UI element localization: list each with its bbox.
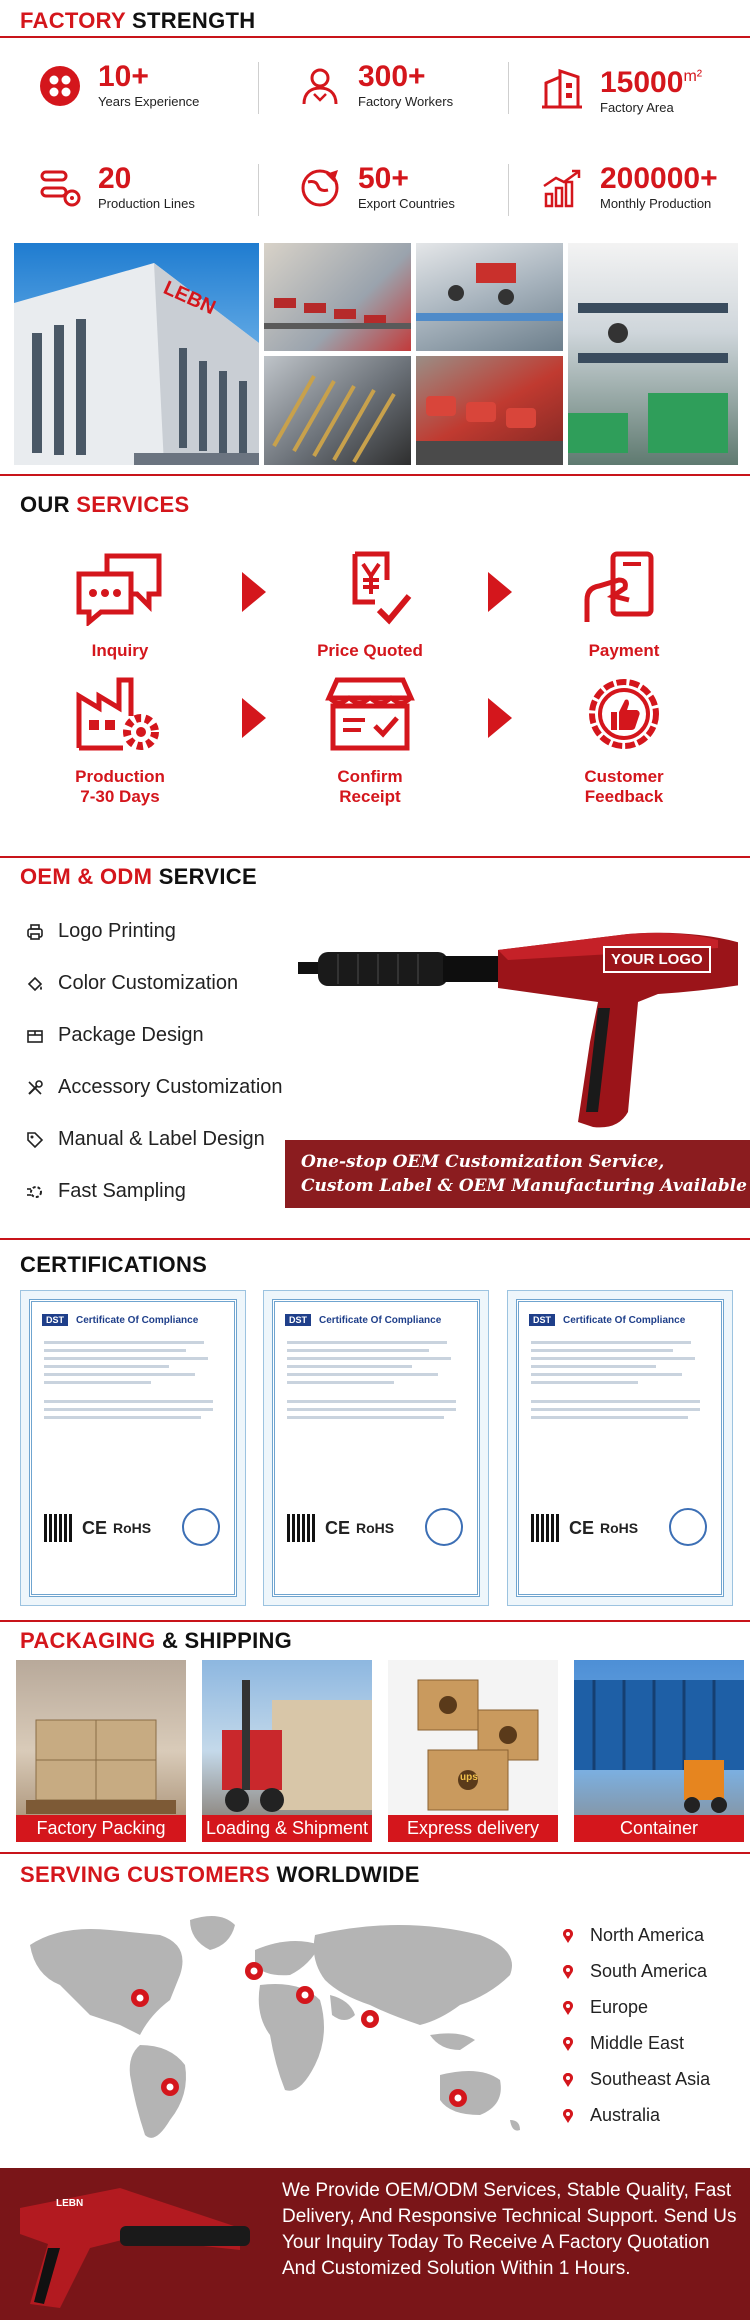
price-yen-icon — [325, 550, 415, 626]
pack-caption: Container — [574, 1815, 744, 1842]
pack-caption: Express delivery — [388, 1815, 558, 1842]
cert-title: Certificate Of Compliance — [319, 1314, 442, 1326]
stat-countries — [298, 164, 455, 211]
factory-building-photo — [14, 243, 259, 465]
step-arrow — [242, 572, 266, 612]
stat-separator — [508, 62, 509, 114]
step-arrow — [488, 698, 512, 738]
footer-tool-image — [0, 2168, 260, 2320]
qr-code — [44, 1514, 72, 1542]
qr-code — [287, 1514, 315, 1542]
production-line-icon — [38, 166, 82, 210]
banner-line-1: One-stop OEM Customization Service, — [301, 1152, 665, 1172]
payment-card-icon — [579, 550, 669, 626]
assembly-line-photo — [568, 243, 738, 465]
oem-section-title — [20, 864, 257, 890]
region-label: Australia — [590, 2105, 661, 2125]
oem-item-label: Logo Printing — [58, 920, 176, 942]
factory-section-title — [20, 8, 255, 34]
rohs-mark: RoHS — [113, 1520, 152, 1536]
location-pin-icon — [562, 2037, 574, 2051]
title-dark-part: SERVICE — [158, 864, 257, 889]
title-red-part: PACKAGING — [20, 1628, 156, 1653]
stat-value: 200000+ — [600, 162, 718, 195]
title-dark-part: WORLDWIDE — [276, 1862, 420, 1887]
section-divider — [0, 856, 750, 858]
rohs-mark: RoHS — [356, 1520, 395, 1536]
service-confirm-receipt — [290, 676, 450, 807]
certificate-card — [20, 1290, 246, 1606]
region-item — [562, 1925, 704, 1946]
location-pin-icon — [562, 1929, 574, 1943]
stat-value: 10+ — [98, 60, 149, 93]
region-item — [562, 2033, 684, 2054]
fast-gear-icon — [26, 1183, 44, 1201]
stat-separator — [258, 62, 259, 114]
stat-unit: m² — [683, 68, 703, 85]
region-item — [562, 2069, 710, 2090]
service-label: Production 7-30 Days — [75, 767, 165, 806]
ce-mark: CE — [325, 1517, 351, 1538]
globe-plane-icon — [298, 166, 342, 210]
chat-bubbles-icon — [75, 550, 165, 626]
footer-banner — [0, 2168, 750, 2320]
stat-label: Production Lines — [98, 196, 195, 211]
workshop-photo-2 — [416, 243, 563, 351]
region-label: Middle East — [590, 2033, 685, 2053]
ce-mark: CE — [569, 1517, 595, 1538]
certifications-title: CERTIFICATIONS — [20, 1252, 208, 1277]
stat-value: 20 — [98, 162, 132, 195]
stat-label: Export Countries — [358, 196, 455, 211]
oem-item — [26, 1076, 283, 1099]
oem-item — [26, 1180, 186, 1203]
oem-item-label: Package Design — [58, 1024, 204, 1046]
cert-seal — [425, 1508, 463, 1546]
stat-value: 15000 — [600, 66, 684, 99]
workshop-photo-1 — [264, 243, 411, 351]
label-tag-icon — [26, 1131, 44, 1149]
oem-item — [26, 920, 176, 943]
service-payment — [544, 550, 704, 661]
cert-seal — [669, 1508, 707, 1546]
section-divider — [0, 1620, 750, 1622]
step-arrow — [242, 698, 266, 738]
printer-icon — [26, 923, 44, 941]
location-pin-icon — [562, 2109, 574, 2123]
cert-title: Certificate Of Compliance — [76, 1314, 199, 1326]
oem-item-label: Color Customization — [58, 972, 239, 994]
section-divider — [0, 1852, 750, 1854]
oem-item — [26, 1024, 204, 1047]
oem-item — [26, 1128, 265, 1151]
stat-value: 300+ — [358, 60, 426, 93]
world-map — [20, 1905, 530, 2160]
stat-workers — [298, 62, 453, 109]
stat-separator — [258, 164, 259, 216]
services-section-title — [20, 492, 189, 518]
packaging-photo-express — [388, 1660, 558, 1842]
region-label: North America — [590, 1925, 705, 1945]
packaging-photo-loading — [202, 1660, 372, 1842]
service-label: Customer Feedback — [584, 767, 664, 806]
step-arrow — [488, 572, 512, 612]
building-icon — [540, 67, 584, 111]
region-item — [562, 1961, 707, 1982]
pack-caption: Factory Packing — [16, 1815, 186, 1842]
stat-label: Factory Area — [600, 100, 674, 115]
packaging-section-title — [20, 1628, 292, 1654]
stat-area — [540, 62, 702, 115]
bar-chart-growth-icon — [540, 166, 584, 210]
stat-monthly — [540, 164, 718, 211]
footer-text: We Provide OEM/ODM Services, Stable Quality, Fast Delivery, And Responsive Technical Support. Send Us Your Inquiry Today To Receive A Factory Quotation And Customized Solution Within 1 Hours. — [282, 2180, 737, 2279]
title-red-part: SERVING CUSTOMERS — [20, 1862, 271, 1887]
rohs-mark: RoHS — [600, 1520, 639, 1536]
parts-photo-2 — [416, 356, 563, 465]
workers-icon — [298, 64, 342, 108]
cert-badge: DST — [285, 1314, 311, 1326]
service-production — [40, 676, 200, 807]
certificate-card — [263, 1290, 489, 1606]
stat-lines — [38, 164, 195, 211]
footer-tool-logo: LEBN — [56, 2198, 84, 2209]
banner-line-2: Custom Label & OEM Manufacturing Available — [301, 1176, 747, 1196]
factory-logo: LEBN — [160, 276, 219, 320]
location-pin-icon — [562, 2073, 574, 2087]
stat-label: Years Experience — [98, 94, 200, 109]
stat-label: Factory Workers — [358, 94, 454, 109]
section-divider — [0, 36, 750, 38]
stat-value: 50+ — [358, 162, 409, 195]
oem-banner — [285, 1140, 750, 1208]
tools-icon — [26, 1079, 44, 1097]
service-inquiry — [40, 550, 200, 661]
title-red-part: FACTORY — [20, 8, 126, 33]
service-label: Confirm Receipt — [337, 767, 403, 806]
section-divider — [0, 1238, 750, 1240]
service-label: Price Quoted — [317, 641, 423, 660]
package-icon — [26, 1027, 44, 1045]
cert-badge: DST — [529, 1314, 555, 1326]
service-label: Payment — [588, 641, 660, 660]
location-pin-icon — [562, 2001, 574, 2015]
title-red-part: SERVICES — [76, 492, 190, 517]
section-divider — [0, 474, 750, 476]
region-item — [562, 1997, 648, 2018]
location-pin-icon — [562, 1965, 574, 1979]
packaging-photo-factory-packing — [16, 1660, 186, 1842]
oem-item-label: Manual & Label Design — [58, 1128, 265, 1150]
cert-title: Certificate Of Compliance — [563, 1314, 686, 1326]
title-dark-part: STRENGTH — [132, 8, 256, 33]
parts-photo-1 — [264, 356, 411, 465]
service-customer-feedback — [544, 676, 704, 807]
cert-seal — [182, 1508, 220, 1546]
thumbs-up-badge-icon — [579, 676, 669, 752]
ce-mark: CE — [82, 1517, 108, 1538]
paint-bucket-icon — [26, 975, 44, 993]
cert-badge: DST — [42, 1314, 68, 1326]
region-item — [562, 2105, 660, 2126]
region-label: Southeast Asia — [590, 2069, 711, 2089]
pack-caption: Loading & Shipment — [202, 1815, 372, 1842]
stat-years — [38, 62, 199, 109]
region-label: South America — [590, 1961, 708, 1981]
service-label: Inquiry — [91, 641, 149, 660]
title-dark-part: & SHIPPING — [161, 1628, 293, 1653]
certificate-card — [507, 1290, 733, 1606]
delivery-box-icon — [325, 676, 415, 752]
packaging-photo-container — [574, 1660, 744, 1842]
region-label: Europe — [590, 1997, 649, 2017]
stat-separator — [508, 164, 509, 216]
title-red-part: OEM & ODM — [20, 864, 153, 889]
qr-code — [531, 1514, 559, 1542]
your-logo-label: YOUR LOGO — [603, 946, 711, 973]
ups-box-label: ups — [460, 1772, 478, 1783]
stat-label: Monthly Production — [600, 196, 712, 211]
oem-item-label: Accessory Customization — [58, 1076, 283, 1098]
factory-gear-icon — [75, 676, 165, 752]
oem-item-label: Fast Sampling — [58, 1180, 186, 1202]
service-price-quoted — [290, 550, 450, 661]
grid-apps-icon — [38, 64, 82, 108]
title-dark-part: OUR — [20, 492, 70, 517]
oem-item — [26, 972, 238, 995]
worldwide-section-title — [20, 1862, 420, 1888]
product-tool-image — [298, 922, 738, 1132]
